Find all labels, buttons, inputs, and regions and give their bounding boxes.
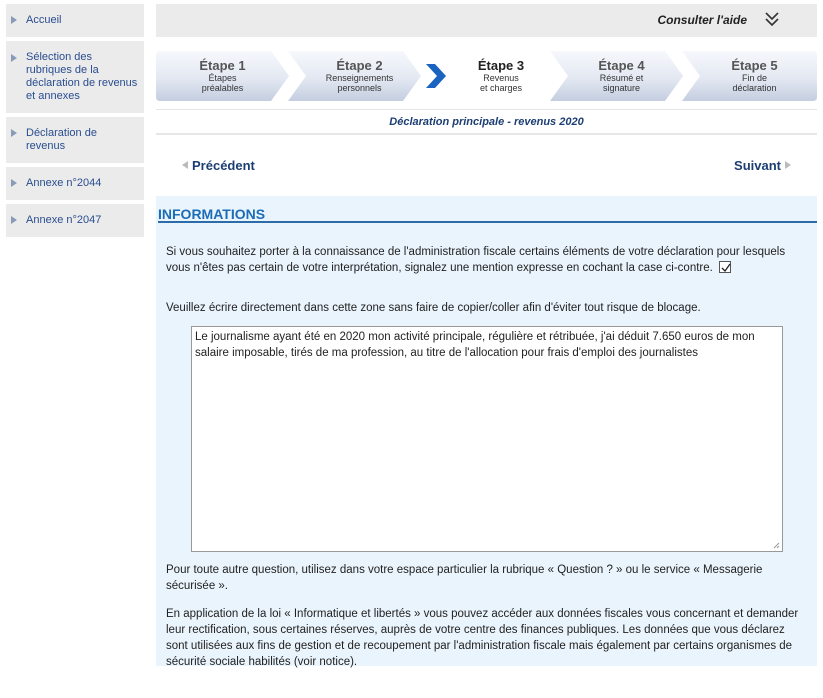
triangle-right-icon [11, 54, 17, 62]
previous-button[interactable] [182, 158, 255, 173]
next-label: Suivant [734, 158, 781, 173]
step-4-subtitle: Résumé et signature [599, 73, 644, 93]
mention-expresse-textarea[interactable] [191, 326, 783, 552]
arrow-left-icon [182, 161, 188, 169]
sidebar-item-accueil[interactable] [6, 4, 144, 37]
main-content [156, 4, 817, 666]
sidebar-item-declaration-revenus[interactable] [6, 117, 144, 163]
step-1 [156, 51, 289, 101]
arrow-right-icon [785, 161, 791, 169]
next-button[interactable] [734, 158, 791, 173]
textarea-instructions: Veuillez écrire directement dans cette zone sans faire de copier/coller afin d'éviter tout risque de blocage. [166, 302, 701, 314]
sidebar-item-annexe-2044[interactable] [6, 167, 144, 200]
mention-expresse-checkbox[interactable] [719, 261, 731, 273]
resize-grip-icon[interactable] [772, 541, 780, 549]
triangle-right-icon [11, 216, 17, 224]
help-bar [156, 4, 817, 37]
checkmark-icon [720, 262, 732, 274]
triangle-right-icon [11, 16, 17, 24]
step-1-subtitle: Étapes préalables [201, 73, 244, 93]
informations-heading: INFORMATIONS [158, 207, 817, 223]
help-link[interactable]: Consulter l'aide [657, 13, 747, 27]
informatique-libertes-text: En application de la loi « Informatique et libertés » vous pouvez accéder aux données fiscales vous concernant et demander leur rectification, sous certaines réserves, auprès de votre centre des finances publiques. Les données que vous déclarez sont utilisées aux fins de gestion et de recoupement par l'administration fiscale mais également par certains organismes de sécurité sociale habilités (voir notice). [166, 608, 799, 668]
step-2 [288, 51, 421, 101]
step-3-subtitle: Revenus et charges [479, 73, 523, 93]
sidebar-item-label: Annexe n°2047 [26, 214, 102, 226]
step-2-title: Étape 2 [336, 58, 383, 73]
sidebar-item-annexe-2047[interactable] [6, 204, 144, 237]
step-3-active [421, 51, 551, 101]
declaration-title: Déclaration principale - revenus 2020 [156, 109, 817, 135]
informations-panel [156, 196, 817, 666]
step-5-subtitle: Fin de déclaration [732, 73, 777, 93]
question-text: Pour toute autre question, utilisez dans votre espace particulier la rubrique « Question ? » ou le service « Messagerie sécurisée ». [166, 564, 763, 592]
step-4-title: Étape 4 [598, 58, 645, 73]
step-3-title: Étape 3 [477, 58, 525, 73]
step-4 [550, 51, 683, 101]
sidebar-item-label: Accueil [26, 14, 62, 26]
previous-label: Précédent [192, 158, 255, 173]
step-5-title: Étape 5 [731, 58, 778, 73]
sidebar-item-selection-rubriques[interactable] [6, 41, 144, 113]
sidebar-item-label: Déclaration de revenus [26, 127, 97, 152]
mention-expresse-text: Si vous souhaitez porter à la connaissance de l'administration fiscale certains éléments de votre déclaration pour lesquels vous n'êtes pas certain de votre interprétation, signalez une mention expresse en cochant la case ci-contre. [166, 246, 786, 274]
step-5 [682, 51, 817, 101]
double-chevron-down-icon[interactable] [763, 10, 781, 28]
sidebar [6, 4, 144, 241]
sidebar-item-label: Sélection des rubriques de la déclaration de revenus et annexes [26, 51, 138, 102]
step-navigation [156, 135, 817, 185]
triangle-right-icon [11, 129, 17, 137]
textarea-value: Le journalisme ayant été en 2020 mon activité principale, régulière et rétribuée, j'ai déduit 7.650 euros de mon salaire imposable, tirés de ma profession, au titre de l'allocation pour frais d'emploi des journalistes [195, 331, 755, 359]
step-1-title: Étape 1 [199, 58, 246, 73]
step-progress [156, 51, 817, 101]
step-2-subtitle: Renseignements personnels [325, 73, 394, 93]
sidebar-item-label: Annexe n°2044 [26, 177, 102, 189]
triangle-right-icon [11, 179, 17, 187]
